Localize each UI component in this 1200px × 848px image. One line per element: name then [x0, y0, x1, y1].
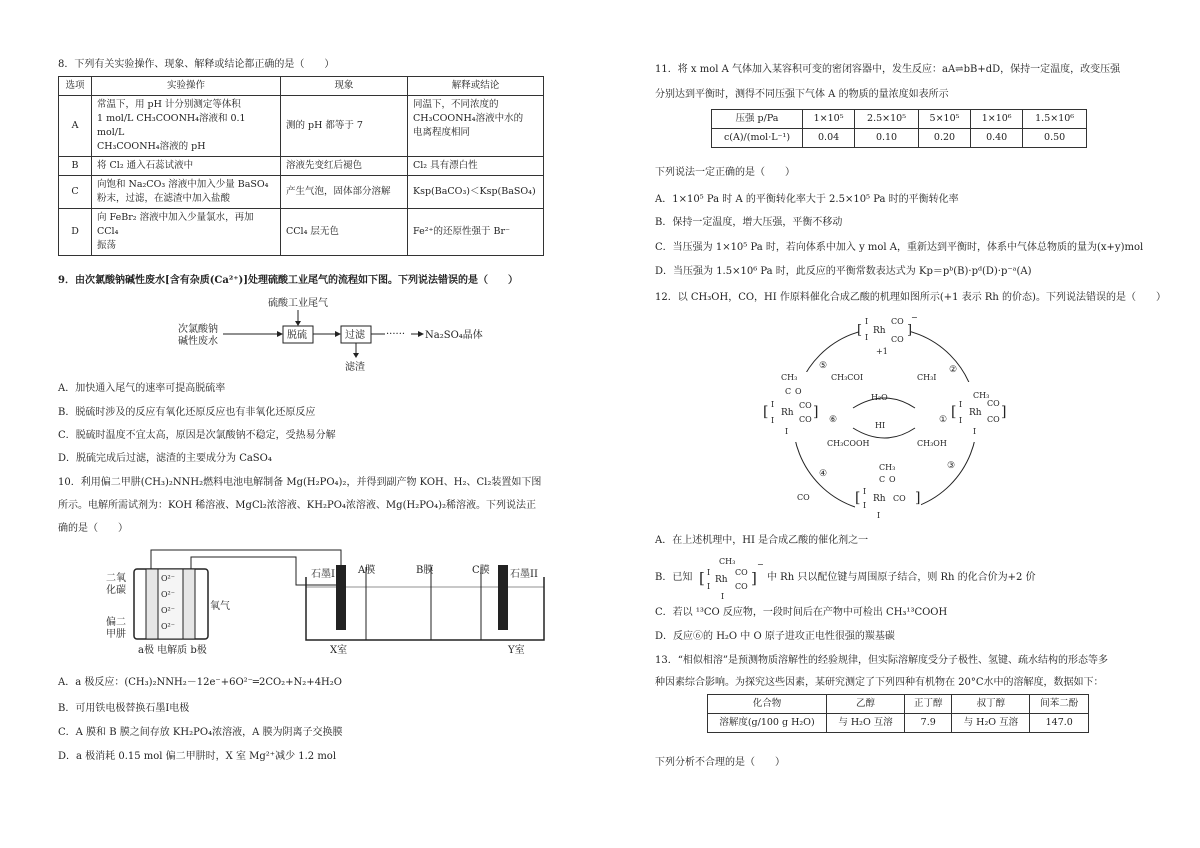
flow-label-bottom: 滤渣 — [345, 362, 365, 373]
conclusion-cell — [408, 96, 544, 157]
charge: − — [911, 313, 918, 322]
ligand-i: I — [771, 400, 775, 409]
fig-label-co2: 二氧 — [106, 573, 126, 584]
q11-prompt: 下列说法一定正确的是（ ） — [655, 167, 795, 178]
q12-stem: 12．以 CH₃OH，CO，HI 作原料催化合成乙酸的机理如图所示(+1 表示 Rh 的价态)。下列说法错误的是（ ） — [655, 292, 1166, 303]
flow-arrowhead — [418, 331, 424, 337]
flow-dots: ······ — [386, 329, 406, 340]
q10-option-c: C．A 膜和 B 膜之间存放 KH₂PO₄浓溶液，A 膜为阴离子交换膜 — [58, 727, 343, 738]
table-header-row — [59, 77, 544, 96]
label-graphite-2: 石墨II — [510, 569, 538, 580]
species-ch3cooh: CH₃COOH — [827, 439, 870, 448]
phenomenon-cell: CCl₄ 层无色 — [281, 209, 408, 256]
fig-label-dmh: 偏二 — [106, 617, 126, 628]
cell-line: 粉末，过滤，在滤渣中加入盐酸 — [97, 193, 231, 204]
flow-box-label: 过滤 — [345, 330, 365, 341]
table-row — [712, 129, 1087, 148]
operation-cell: 将 Cl₂ 通入石蕊试液中 — [92, 157, 281, 176]
ligand-co: CO — [735, 582, 748, 591]
electrode-a — [146, 569, 158, 639]
bracket: [ — [699, 569, 705, 587]
ligand-i: I — [721, 592, 725, 601]
ligand-i: I — [865, 333, 869, 342]
option-cell: C — [59, 176, 92, 209]
q10-option-b: B．可用铁电极替换石墨I电极 — [58, 703, 190, 714]
species-ch3i: CH₃I — [917, 373, 937, 382]
q11-table — [711, 109, 1087, 148]
cell-line: 向 FeBr₂ 溶液中加入少量氯水，再加 CCl₄ — [97, 212, 254, 237]
cell-line: 电离程度相同 — [413, 127, 471, 138]
bracket: ] — [813, 404, 819, 420]
option-cell: A — [59, 96, 92, 157]
table-cell: 溶解度(g/100 g H₂O) — [708, 714, 827, 733]
table-row — [59, 96, 544, 157]
q10-apparatus-diagram — [106, 545, 546, 660]
table-cell: 0.04 — [803, 129, 855, 148]
table-header: 叔丁醇 — [952, 695, 1030, 714]
q11-option-d: D．当压强为 1.5×10⁶ Pa 时，此反应的平衡常数表达式为 Kp＝pᵇ(B)·pᵈ(D)·p⁻ᵃ(A) — [655, 266, 1032, 277]
table-cell: 7.9 — [905, 714, 952, 733]
q13-prompt: 下列分析不合理的是（ ） — [655, 757, 785, 768]
conclusion-cell: Ksp(BaCO₃)＜Ksp(BaSO₄) — [408, 176, 544, 209]
step-2: ② — [949, 365, 958, 375]
step-1: ① — [939, 415, 948, 425]
atom-o: O — [889, 475, 896, 484]
q12-option-b-complex — [699, 555, 765, 601]
cell-line: 常温下，用 pH 计分别测定等体积 — [97, 99, 241, 110]
ligand-i: I — [863, 501, 867, 510]
q10-stem-line: 所示。电解所需试剂为：KOH 稀溶液、MgCl₂浓溶液、KH₂PO₄浓溶液、Mg(H₂PO₄)₂稀溶液。下列说法正 — [58, 500, 537, 511]
atom-o: O — [795, 387, 802, 396]
option-cell: D — [59, 209, 92, 256]
q13-table — [707, 694, 1089, 733]
label-room-y: Y室 — [508, 645, 525, 656]
table-cell: 1×10⁶ — [971, 110, 1023, 129]
q11-stem-line: 分别达到平衡时，测得不同压强下气体 A 的物质的量浓度如表所示 — [655, 89, 949, 100]
flow-arrowhead — [353, 353, 359, 358]
table-cell: 与 H₂O 互溶 — [952, 714, 1030, 733]
ligand-i: I — [785, 427, 789, 436]
table-cell: 与 H₂O 互溶 — [827, 714, 905, 733]
ligand-co: CO — [987, 415, 1000, 424]
table-cell: 1×10⁵ — [803, 110, 855, 129]
graphite-electrode-1 — [336, 565, 346, 630]
cell-line: 1 mol/L CH₃COONH₄溶液和 0.1 mol/L — [97, 113, 246, 138]
q8-table — [58, 76, 544, 256]
table-header: 实验操作 — [92, 77, 281, 96]
conclusion-cell: Cl₂ 具有漂白性 — [408, 157, 544, 176]
flow-label-left: 次氯酸钠 — [178, 324, 218, 335]
q10-stem-line: 确的是（ ） — [58, 523, 128, 534]
table-row — [59, 209, 544, 256]
q12-option-b-prefix: B．已知 — [655, 572, 693, 583]
rh-center: Rh — [873, 494, 886, 504]
ligand-ch3: CH₃ — [781, 373, 798, 382]
q8-stem: 8．下列有关实验操作、现象、解释或结论都正确的是（ ） — [58, 59, 335, 70]
ligand-co: CO — [891, 317, 904, 326]
option-cell: B — [59, 157, 92, 176]
ligand-i: I — [707, 568, 711, 577]
fig-label-electrodes: a极 电解质 b极 — [138, 645, 207, 656]
species-co: CO — [797, 493, 810, 502]
atom-c: C — [785, 387, 792, 396]
q9-stem: 9．由次氯酸钠碱性废水[含有杂质(Ca²⁺)]处理硫酸工业尾气的流程如下图。下列说法错误的是（ ） — [58, 275, 518, 286]
rh-center: Rh — [781, 408, 794, 418]
ligand-i: I — [707, 582, 711, 591]
bracket: [ — [857, 323, 863, 338]
operation-cell — [92, 96, 281, 157]
fig-label-co2: 化碳 — [106, 585, 126, 596]
fig-label-dmh: 甲肼 — [106, 629, 126, 640]
phenomenon-cell: 产生气泡，固体部分溶解 — [281, 176, 408, 209]
bracket: ] — [1001, 404, 1007, 420]
step-5: ⑤ — [819, 361, 828, 371]
cell-line: 振荡 — [97, 240, 117, 251]
fig-label-o2: 氧气 — [210, 601, 230, 612]
table-header: 乙醇 — [827, 695, 905, 714]
table-row — [59, 176, 544, 209]
table-header: 选项 — [59, 77, 92, 96]
electrode-b — [183, 569, 195, 639]
bracket: ] — [751, 569, 757, 587]
cell-line: 同温下，不同浓度的 — [413, 99, 499, 110]
bracket: ] — [907, 323, 913, 338]
q11-option-a: A．1×10⁵ Pa 时 A 的平衡转化率大于 2.5×10⁵ Pa 时的平衡转化率 — [655, 194, 959, 205]
table-header: c(A)/(mol·L⁻¹) — [712, 129, 803, 148]
table-row — [708, 714, 1089, 733]
q13-stem-line: 种因素综合影响。为探究这些因素，某研究测定了下列四种有机物在 20°C水中的溶解度，数据如下： — [655, 677, 1104, 688]
phenomenon-cell: 测的 pH 都等于 7 — [281, 96, 408, 157]
q12-catalytic-cycle — [763, 310, 1007, 530]
ligand-i: I — [771, 416, 775, 425]
table-cell: 2.5×10⁵ — [855, 110, 919, 129]
ligand-co: CO — [891, 335, 904, 344]
label-graphite-1: 石墨I — [311, 569, 335, 580]
ligand-i: I — [865, 317, 869, 326]
bracket: [ — [855, 490, 861, 506]
rh-center: Rh — [715, 575, 728, 585]
cell-line: 向饱和 Na₂CO₃ 溶液中加入少量 BaSO₄ — [97, 179, 269, 190]
atom-c: C — [879, 475, 886, 484]
q12-option-a: A．在上述机理中，HI 是合成乙酸的催化剂之一 — [655, 535, 869, 546]
flow-product: Na₂SO₄晶体 — [425, 330, 483, 341]
step-6: ⑥ — [829, 415, 838, 425]
table-header: 化合物 — [708, 695, 827, 714]
operation-cell — [92, 176, 281, 209]
ligand-co: CO — [735, 568, 748, 577]
table-cell: 0.40 — [971, 129, 1023, 148]
bracket: ] — [915, 490, 921, 506]
rh-center: Rh — [969, 408, 982, 418]
q9-flow-diagram — [173, 294, 493, 374]
ligand-ch3: CH₃ — [719, 557, 736, 566]
species-ch3coi: CH₃COI — [831, 373, 864, 382]
graphite-electrode-2 — [498, 565, 508, 630]
table-cell: 0.50 — [1023, 129, 1087, 148]
step-4: ④ — [819, 469, 828, 479]
ligand-co: CO — [799, 415, 812, 424]
ion-label: O²⁻ — [161, 574, 175, 583]
flow-label-left: 碱性废水 — [178, 336, 218, 347]
species-h2o: H₂O — [871, 393, 888, 402]
flow-label-top: 硫酸工业尾气 — [268, 298, 328, 309]
rh-center: Rh — [873, 326, 886, 336]
table-cell: 1.5×10⁶ — [1023, 110, 1087, 129]
ion-label: O²⁻ — [161, 622, 175, 631]
table-cell: 5×10⁵ — [918, 110, 970, 129]
ion-label: O²⁻ — [161, 590, 175, 599]
table-header: 压强 p/Pa — [712, 110, 803, 129]
oxidation-state: +1 — [876, 347, 888, 356]
ion-label: O²⁻ — [161, 606, 175, 615]
table-header: 解释或结论 — [408, 77, 544, 96]
table-cell: 0.20 — [918, 129, 970, 148]
label-room-x: X室 — [330, 645, 348, 656]
ligand-i: I — [863, 487, 867, 496]
table-header: 正丁醇 — [905, 695, 952, 714]
conclusion-cell: Fe²⁺的还原性强于 Br⁻ — [408, 209, 544, 256]
q12-option-c: C．若以 ¹³CO 反应物，一段时间后在产物中可检出 CH₃¹³COOH — [655, 607, 948, 618]
ligand-co: CO — [893, 494, 906, 503]
ligand-i: I — [959, 416, 963, 425]
table-row — [59, 157, 544, 176]
q9-option-d: D．脱硫完成后过滤，滤渣的主要成分为 CaSO₄ — [58, 453, 272, 464]
ligand-i: I — [959, 400, 963, 409]
phenomenon-cell: 溶液先变红后褪色 — [281, 157, 408, 176]
ligand-ch3: CH₃ — [879, 463, 896, 472]
ligand-ch3: CH₃ — [973, 391, 990, 400]
step-3: ③ — [947, 461, 956, 471]
bracket: [ — [951, 404, 957, 420]
table-cell: 147.0 — [1030, 714, 1089, 733]
table-header: 间苯二酚 — [1030, 695, 1089, 714]
q9-option-a: A．加快通入尾气的速率可提高脱硫率 — [58, 383, 226, 394]
species-ch3oh: CH₃OH — [917, 439, 947, 448]
label-membrane-c: C膜 — [472, 565, 490, 576]
operation-cell — [92, 209, 281, 256]
q9-option-c: C．脱硫时温度不宜太高，原因是次氯酸钠不稳定，受热易分解 — [58, 430, 336, 441]
table-row — [712, 110, 1087, 129]
label-membrane-a: A膜 — [358, 565, 376, 576]
label-membrane-b: B膜 — [416, 565, 434, 576]
q12-option-d: D．反应⑥的 H₂O 中 O 原子进攻正电性很强的羰基碳 — [655, 631, 895, 642]
ligand-co: CO — [987, 399, 1000, 408]
q11-option-c: C．当压强为 1×10⁵ Pa 时，若向体系中加入 y mol A，重新达到平衡时，体系中气体总物质的量为(x+y)mol — [655, 242, 1144, 253]
q10-option-a: A．a 极反应：(CH₃)₂NNH₂－12e⁻+6O²⁻═2CO₂+N₂+4H₂O — [58, 677, 342, 688]
flow-box-label: 脱硫 — [287, 330, 307, 341]
cell-line: CH₃COONH₄溶液的 pH — [97, 141, 206, 152]
q9-option-b: B．脱硫时涉及的反应有氧化还原反应也有非氧化还原反应 — [58, 407, 316, 418]
q11-option-b: B．保持一定温度，增大压强，平衡不移动 — [655, 217, 843, 228]
q10-option-d: D．a 极消耗 0.15 mol 偏二甲肼时，X 室 Mg²⁺减少 1.2 mol — [58, 751, 337, 762]
table-cell: 0.10 — [855, 129, 919, 148]
flow-arrowhead — [295, 321, 301, 326]
q12-option-b-suffix: 中 Rh 只以配位键与周围原子结合，则 Rh 的化合价为+2 价 — [767, 572, 1036, 583]
q10-stem-line: 10．利用偏二甲肼(CH₃)₂NNH₂燃料电池电解制备 Mg(H₂PO₄)₂，并得到副产物 KOH、H₂、Cl₂装置如下图 — [58, 477, 542, 488]
flow-arrowhead — [335, 331, 341, 337]
table-row — [708, 695, 1089, 714]
table-header: 现象 — [281, 77, 408, 96]
charge: − — [757, 560, 764, 569]
ligand-i: I — [973, 427, 977, 436]
ligand-i: I — [877, 511, 881, 520]
flow-arrowhead — [277, 331, 283, 337]
ligand-co: CO — [799, 401, 812, 410]
bracket: [ — [763, 404, 769, 420]
cell-line: CH₃COONH₄溶液中水的 — [413, 113, 524, 124]
q11-stem-line: 11．将 x mol A 气体加入某容积可变的密闭容器中，发生反应：aA⇌bB+dD，保持一定温度，改变压强 — [655, 64, 1121, 75]
species-hi: HI — [875, 421, 886, 430]
q13-stem-line: 13．“相似相溶”是预测物质溶解性的经验规律，但实际溶解度受分子极性、氢键、疏水结构的形态等多 — [655, 655, 1108, 666]
